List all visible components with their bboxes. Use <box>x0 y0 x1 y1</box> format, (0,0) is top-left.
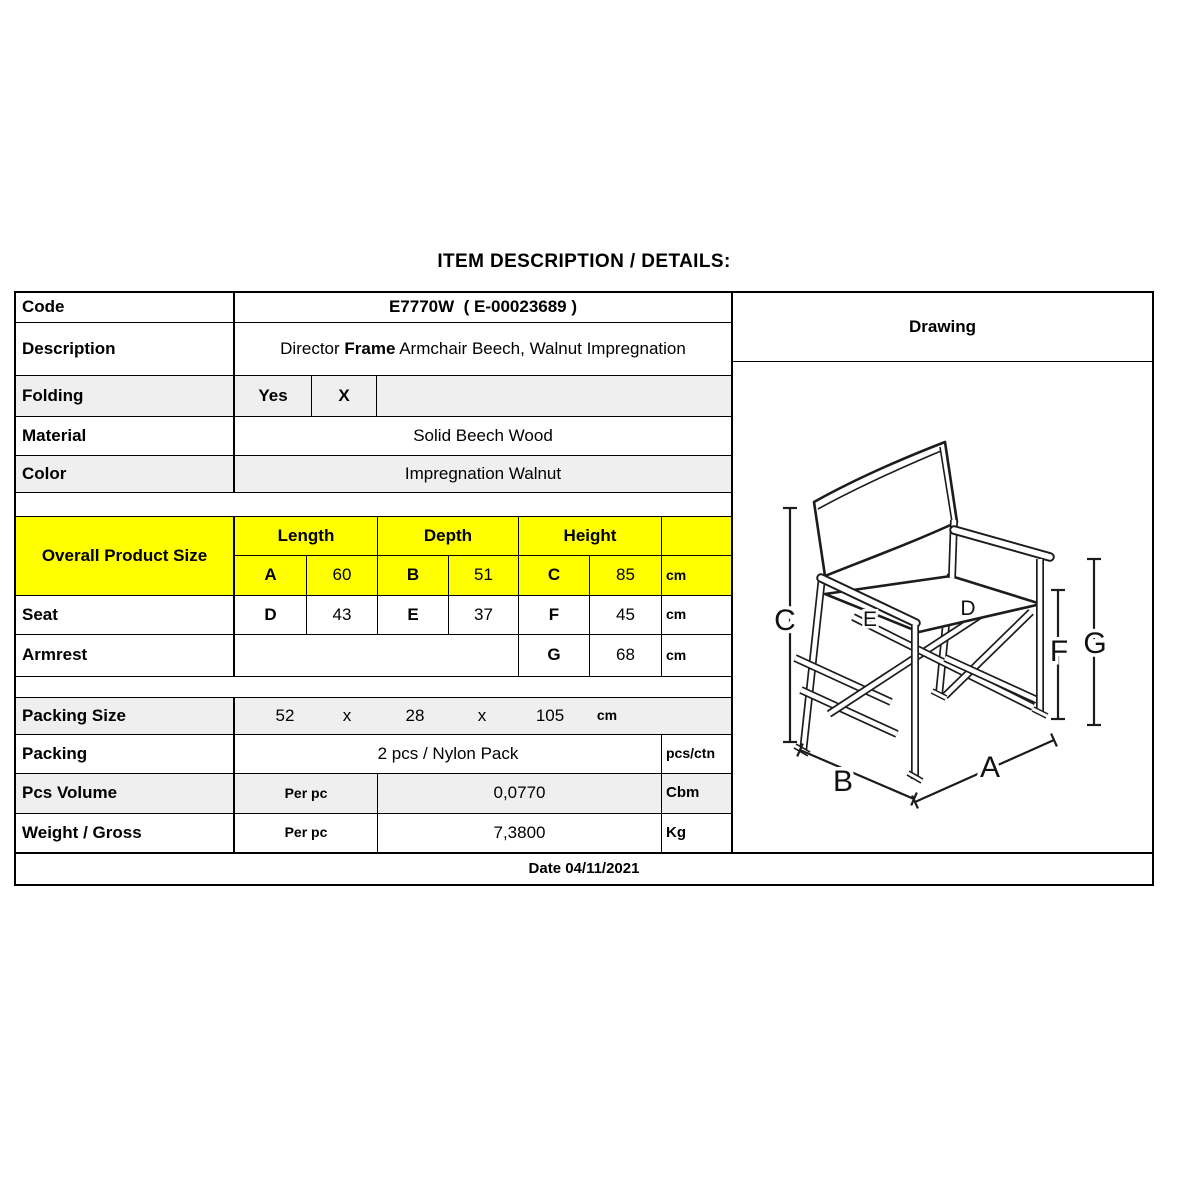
packing-size-v3: 105 <box>535 706 565 725</box>
height-header: Height <box>519 517 662 556</box>
backrest-canvas <box>814 442 957 576</box>
pcs-volume-label: Pcs Volume <box>16 774 235 814</box>
description-suffix: Armchair Beech, Walnut Impregnation <box>395 338 686 358</box>
packing-size-sep1: x <box>342 706 352 725</box>
description-label: Description <box>16 323 235 376</box>
packing-unit: pcs/ctn <box>662 735 733 774</box>
code-label: Code <box>16 293 235 323</box>
packing-size-unit: cm <box>596 707 618 723</box>
spec-table <box>14 291 1154 886</box>
armrest-empty-cell <box>235 635 519 677</box>
dim-a-value: 60 <box>307 556 378 596</box>
dim-b-value: 51 <box>449 556 519 596</box>
packing-size-value <box>235 698 733 735</box>
dim-label-f: F <box>1049 635 1069 668</box>
dim-label-e: E <box>862 608 878 631</box>
dim-label-a: A <box>979 751 1001 784</box>
overall-unit-header-empty <box>662 517 733 556</box>
description-value <box>235 323 733 376</box>
spacer-row-2 <box>16 677 733 698</box>
pcs-volume-value: 0,0770 <box>378 774 662 814</box>
spacer-row-1 <box>16 493 733 517</box>
dim-label-c: C <box>774 604 796 637</box>
chair-drawing <box>733 362 1152 852</box>
dim-e-key: E <box>378 596 449 635</box>
overall-unit: cm <box>662 556 733 596</box>
weight-unit: Kg <box>662 814 733 852</box>
dim-label-d: D <box>960 597 976 620</box>
folding-label: Folding <box>16 376 235 417</box>
dim-f-value: 45 <box>590 596 662 635</box>
description-bold-word: Frame <box>344 338 396 358</box>
pcs-volume-unit: Cbm <box>662 774 733 814</box>
color-value: Impregnation Walnut <box>235 456 733 493</box>
dim-c-value: 85 <box>590 556 662 596</box>
folding-mark: X <box>312 376 377 417</box>
packing-size-v1: 52 <box>275 706 295 725</box>
packing-label: Packing <box>16 735 235 774</box>
overall-size-label: Overall Product Size <box>16 517 235 596</box>
material-label: Material <box>16 417 235 456</box>
dim-b-key: B <box>378 556 449 596</box>
seat-unit: cm <box>662 596 733 635</box>
dim-label-b: B <box>832 765 854 798</box>
code-value: E7770W ( E-00023689 ) <box>235 293 733 323</box>
description-prefix: Director <box>280 338 345 358</box>
length-header: Length <box>235 517 378 556</box>
pcs-volume-per: Per pc <box>235 774 378 814</box>
packing-size-v2: 28 <box>405 706 425 725</box>
dim-c-key: C <box>519 556 590 596</box>
dim-g-key: G <box>519 635 590 677</box>
seat-label: Seat <box>16 596 235 635</box>
depth-header: Depth <box>378 517 519 556</box>
dim-d-value: 43 <box>307 596 378 635</box>
drawing-header: Drawing <box>733 293 1152 362</box>
dim-a-key: A <box>235 556 307 596</box>
weight-label: Weight / Gross <box>16 814 235 852</box>
armrest-label: Armrest <box>16 635 235 677</box>
dim-label-g: G <box>1083 627 1107 660</box>
color-label: Color <box>16 456 235 493</box>
date-row: Date 04/11/2021 <box>16 852 1152 884</box>
folding-option: Yes <box>235 376 312 417</box>
dim-d-key: D <box>235 596 307 635</box>
dim-g-value: 68 <box>590 635 662 677</box>
packing-value: 2 pcs / Nylon Pack <box>235 735 662 774</box>
dim-f-key: F <box>519 596 590 635</box>
armrest-unit: cm <box>662 635 733 677</box>
material-value: Solid Beech Wood <box>235 417 733 456</box>
weight-per: Per pc <box>235 814 378 852</box>
packing-size-label: Packing Size <box>16 698 235 735</box>
folding-empty-cell <box>377 376 733 417</box>
dim-e-value: 37 <box>449 596 519 635</box>
packing-size-sep2: x <box>477 706 487 725</box>
weight-value: 7,3800 <box>378 814 662 852</box>
page-title: ITEM DESCRIPTION / DETAILS: <box>437 251 731 272</box>
